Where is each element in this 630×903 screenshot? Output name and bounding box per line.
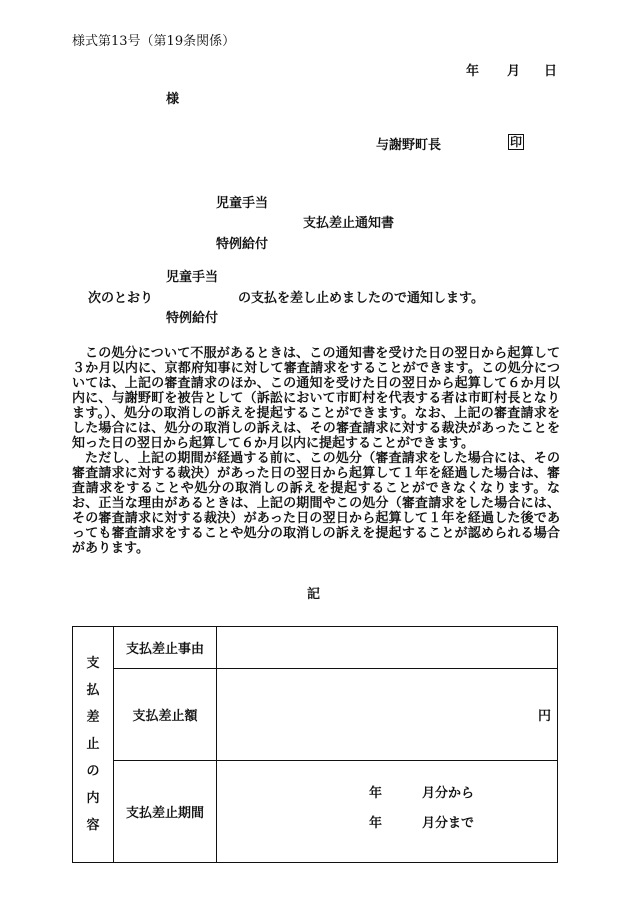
section-char: 差 bbox=[86, 710, 100, 725]
notice-option-special-benefit: 特例給付 bbox=[166, 311, 219, 326]
date-day: 日 bbox=[544, 64, 558, 79]
date-year: 年 bbox=[466, 64, 480, 79]
section-heading-vertical bbox=[73, 627, 114, 863]
title-main: 支払差止通知書 bbox=[303, 216, 395, 231]
reason-label: 支払差止事由 bbox=[114, 627, 217, 669]
period-to-month: 月分まで bbox=[422, 815, 475, 831]
section-char: 止 bbox=[86, 737, 100, 752]
period-to-year: 年 bbox=[369, 815, 383, 831]
issuer-name: 与謝野町長 bbox=[376, 138, 442, 153]
title-line-special-benefit: 特例給付 bbox=[216, 237, 269, 252]
appeal-notice-text bbox=[72, 346, 560, 556]
amount-label: 支払差止額 bbox=[114, 669, 217, 761]
notice-prefix: 次のとおり bbox=[88, 291, 154, 306]
section-char: 内 bbox=[86, 791, 100, 806]
reason-field bbox=[217, 627, 558, 669]
notice-option-child-allowance: 児童手当 bbox=[166, 270, 219, 285]
section-char: 払 bbox=[86, 683, 100, 698]
suspension-details-table bbox=[72, 626, 558, 863]
period-from-year: 年 bbox=[369, 785, 383, 801]
date-month: 月 bbox=[507, 64, 521, 79]
notice-body: の支払を差し止めましたので通知します。 bbox=[238, 291, 484, 306]
period-label: 支払差止期間 bbox=[114, 761, 217, 863]
period-to-line bbox=[217, 812, 557, 842]
section-char: 支 bbox=[86, 656, 100, 671]
section-char: 容 bbox=[86, 818, 100, 833]
period-from-line bbox=[217, 782, 557, 812]
period-field bbox=[217, 761, 558, 863]
seal-stamp: 印 bbox=[509, 135, 522, 149]
period-from-month: 月分から bbox=[422, 785, 475, 801]
addressee-suffix: 様 bbox=[166, 92, 180, 107]
ki-heading: 記 bbox=[307, 587, 321, 602]
appeal-paragraph-1: この処分について不服があるときは、この通知書を受けた日の翌日から起算して３か月以内に、京都府知事に対して審査請求をすることができます。この処分については、上記の審査請求のほか、この通知を受けた日の翌日から起算して６か月以内に、与謝野町を被告として（訴訟において市町村を代表する者は市町村長となります。）、処分の取消しの訴えを提起することができます。なお、上記の審査請求をした場合には、処分の取消しの訴えは、その審査請求に対する裁決があったことを知った日の翌日から起算して６か月以内に提起することができます。 bbox=[72, 346, 560, 451]
title-line-child-allowance: 児童手当 bbox=[216, 196, 269, 211]
appeal-paragraph-2: ただし、上記の期間が経過する前に、この処分（審査請求をした場合には、その審査請求に対する裁決）があった日の翌日から起算して１年を経過した場合は、審査請求をすることや処分の取消しの訴えを提起することができなくなります。なお、正当な理由があるときは、上記の期間やこの処分（審査請求をした場合には、その審査請求に対する裁決）があった日の翌日から起算して１年を経過した後であっても審査請求をすることや処分の取消しの訴えを提起することが認められる場合があります。 bbox=[72, 451, 560, 556]
form-number: 様式第13号（第19条関係） bbox=[72, 34, 236, 49]
amount-unit: 円 bbox=[537, 709, 551, 724]
section-char: の bbox=[86, 764, 100, 779]
amount-field bbox=[217, 669, 558, 761]
